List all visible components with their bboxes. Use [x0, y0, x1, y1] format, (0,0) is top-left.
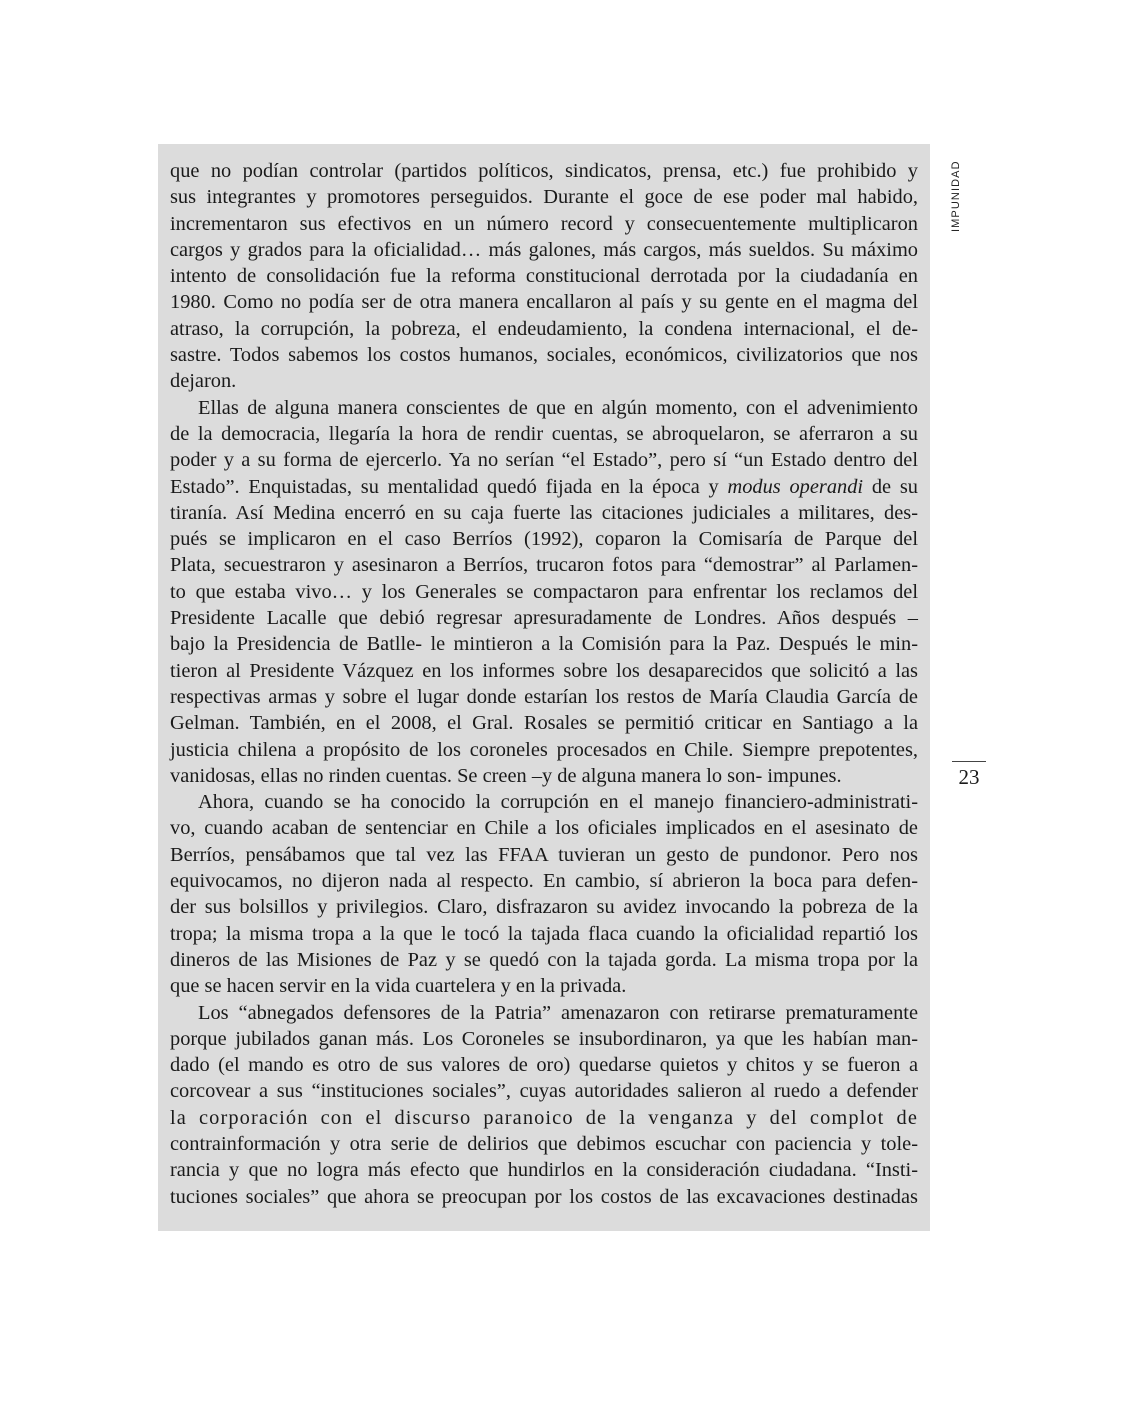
text-line: dineros de las Misiones de Paz y se quedó con la tajada gorda. La misma tropa por la [170, 948, 918, 971]
text-line-with-italic [170, 474, 918, 500]
text-line: intento de consolidación fue la reforma constitucional derrotada por la ciudadanía en [170, 265, 918, 288]
text-line: pués se implicaron en el caso Berríos (1992), coparon la Comisaría de Parque del [170, 528, 918, 551]
text-line: respectivas armas y sobre el lugar donde estarían los restos de María Claudia García de [170, 685, 918, 708]
italic-term: modus operandi [727, 475, 864, 498]
text-line: vo, cuando acaban de sentenciar en Chile a los oficiales implicados en el asesinato de [170, 817, 918, 840]
text-line: tropa; la misma tropa a la que le tocó la tajada flaca cuando la oficialidad repartió los [170, 922, 918, 945]
text-line: atraso, la corrupción, la pobreza, el endeudamiento, la condena internacional, el de- [170, 317, 918, 340]
text-line: der sus bolsillos y privilegios. Claro, disfrazaron su avidez invocando la pobreza de la [170, 896, 918, 919]
body-text [170, 158, 918, 1210]
text-line: que no podían controlar (partidos políticos, sindicatos, prensa, etc.) fue prohibido y [170, 160, 918, 182]
text-line: sus integrantes y promotores perseguidos. Durante el goce de ese poder mal habido, [170, 186, 918, 209]
text-line: to que estaba vivo… y los Generales se compactaron para enfrentar los reclamos del [170, 580, 918, 603]
page-number-rule [952, 761, 986, 762]
running-section-label: IMPUNIDAD [950, 160, 962, 232]
text-line: dado (el mando es otro de sus valores de oro) quedarse quietos y chitos y se fueron a [170, 1054, 918, 1077]
text-line: contrainformación y otra serie de delirios que debimos escuchar con paciencia y tole- [170, 1132, 918, 1155]
text-line: justicia chilena a propósito de los coroneles procesados en Chile. Siempre prepotentes, [170, 738, 918, 761]
text-line: tuciones sociales” que ahora se preocupan por los costos de las excavaciones destinadas [170, 1185, 918, 1208]
text-line: sastre. Todos sabemos los costos humanos, sociales, económicos, civilizatorios que nos [170, 344, 918, 367]
text-line: corcovear a sus “instituciones sociales”, cuyas autoridades salieron al ruedo a defender [170, 1080, 918, 1103]
text-line: la corporación con el discurso paranoico de la venganza y del complot de [170, 1106, 918, 1129]
text-line: Plata, secuestraron y asesinaron a Berríos, trucaron fotos para “demostrar” al Parlamen- [170, 554, 918, 577]
text-line: que se hacen servir en la vida cuartelera y en la privada. [170, 975, 627, 998]
text-line: rancia y que no logra más efecto que hundirlos en la consideración ciudadana. “Insti- [170, 1159, 918, 1182]
text-line: equivocamos, no dijeron nada al respecto. En cambio, sí abrieron la boca para defen- [170, 870, 918, 893]
text-line: de la democracia, llegaría la hora de rendir cuentas, se abroquelaron, se aferraron a su [170, 422, 918, 445]
text-line: cargos y grados para la oficialidad… más galones, más cargos, más sueldos. Su máximo [170, 238, 918, 261]
text-line: tieron al Presidente Vázquez en los informes sobre los desaparecidos que solicitó a las [170, 659, 918, 682]
text-line: bajo la Presidencia de Batlle- le mintieron a la Comisión para la Paz. Después le min- [170, 633, 918, 656]
text-line: tiranía. Así Medina encerró en su caja fuerte las citaciones judiciales a militares, des- [170, 501, 918, 524]
text-line: incrementaron sus efectivos en un número record y consecuentemente multiplicaron [170, 212, 918, 235]
shaded-text-box [158, 144, 930, 1231]
page-number: 23 [958, 765, 980, 789]
text-line: poder y a su forma de ejercerlo. Ya no serían “el Estado”, pero sí “un Estado dentro del [170, 449, 918, 472]
paragraph-first-line: Los “abnegados defensores de la Patria” amenazaron con retirarse prematuramente [198, 1001, 918, 1024]
line-text: de su [863, 475, 918, 498]
text-line: Presidente Lacalle que debió regresar apresuradamente de Londres. Años después – [170, 607, 918, 630]
text-line: 1980. Como no podía ser de otra manera encallaron al país y su gente en el magma del [170, 291, 918, 314]
text-line: porque jubilados ganan más. Los Coroneles se insubordinaron, ya que les habían man- [170, 1027, 918, 1050]
line-text: Estado”. Enquistadas, su mentalidad quedó fijada en la época y [170, 475, 728, 498]
text-line: Berríos, pensábamos que tal vez las FFAA tuvieran un gesto de pundonor. Pero nos [170, 843, 918, 866]
text-line: dejaron. [170, 370, 237, 393]
text-line: vanidosas, ellas no rinden cuentas. Se creen –y de alguna manera lo son- impunes. [170, 764, 842, 787]
text-line: Gelman. También, en el 2008, el Gral. Rosales se permitió criticar en Santiago a la [170, 712, 918, 735]
paragraph-first-line: Ellas de alguna manera conscientes de que en algún momento, con el advenimiento [198, 396, 918, 419]
paragraph-first-line: Ahora, cuando se ha conocido la corrupción en el manejo financiero-administrati- [198, 791, 918, 814]
